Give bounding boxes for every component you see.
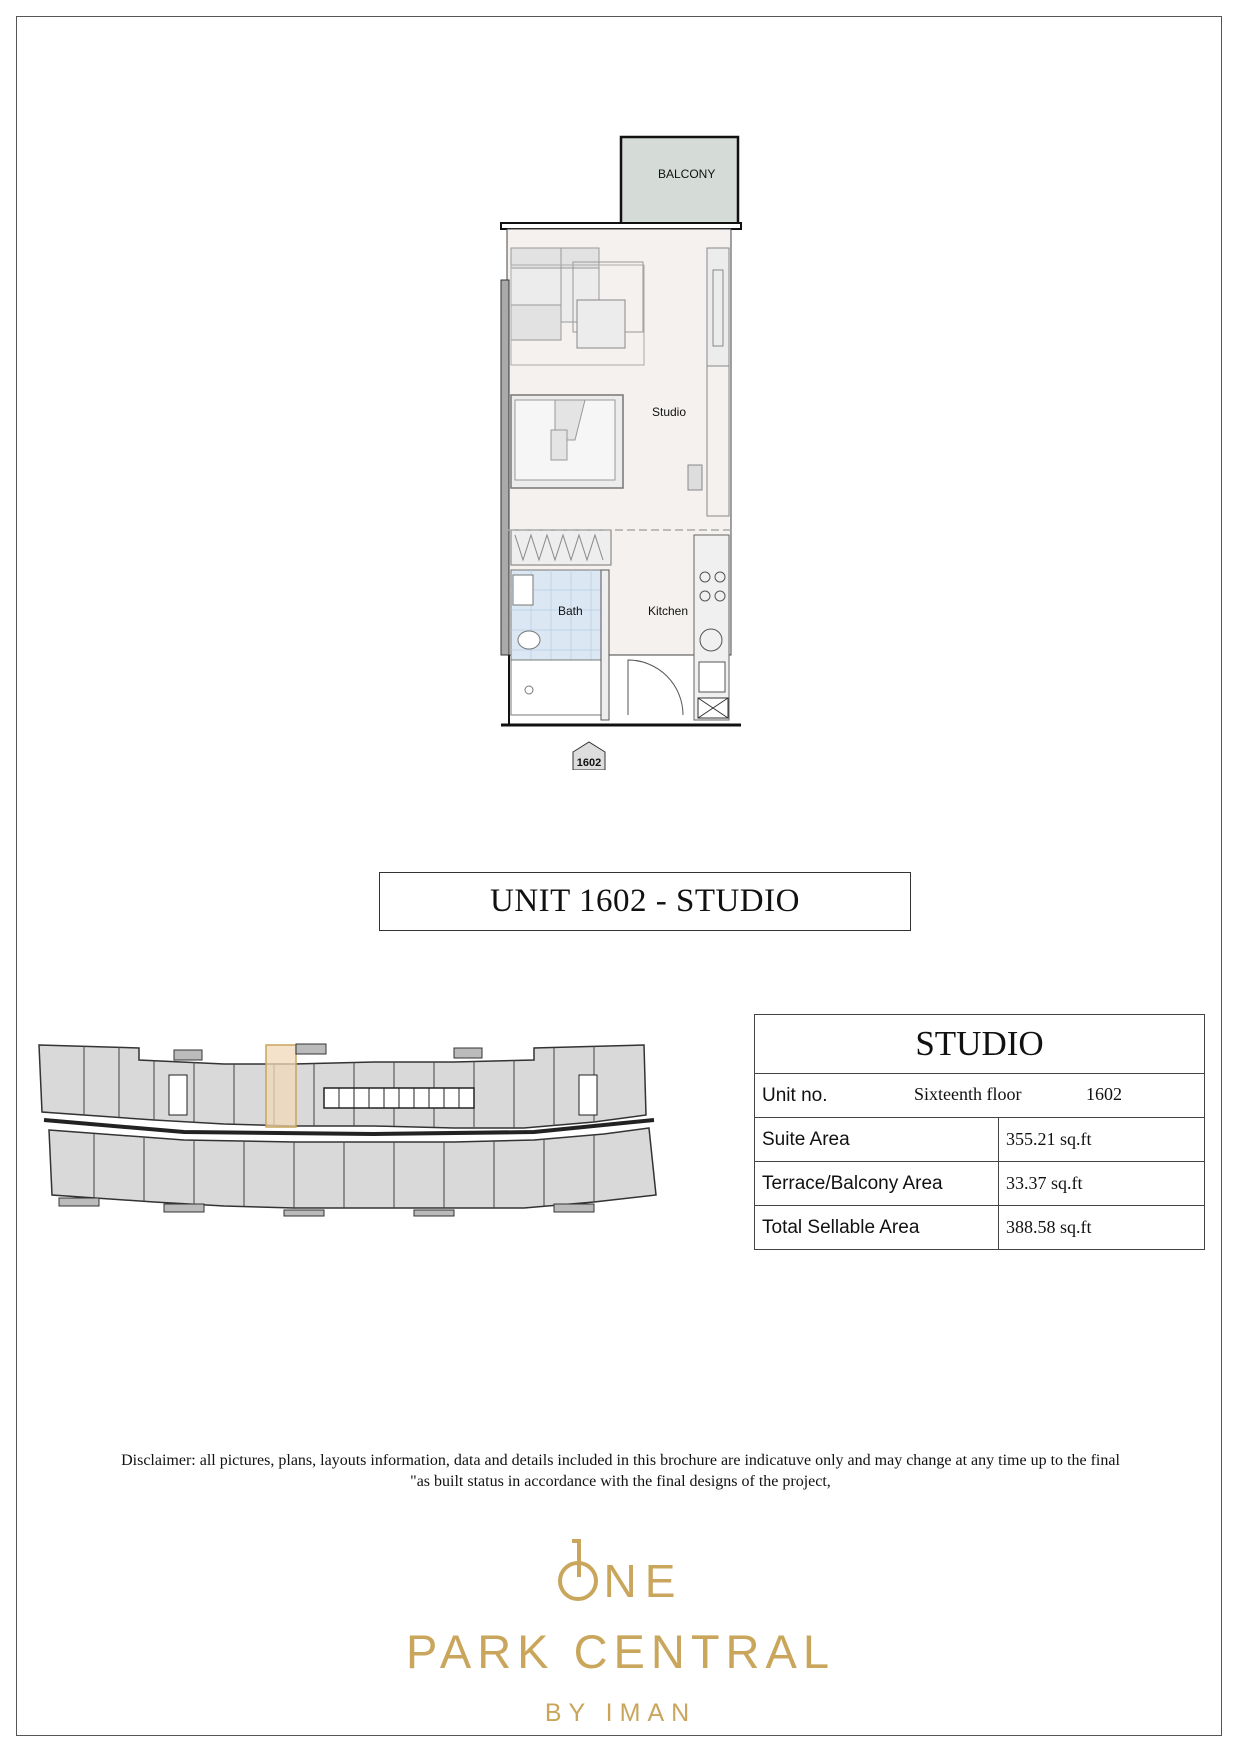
brand-line-1 [300,1556,941,1606]
suite-area-value: 355.21 sq.ft [999,1118,1205,1162]
brand-line-1-text: NE [603,1555,684,1607]
key-o-icon [558,1561,598,1601]
brand-line-3: BY IMAN [544,1699,697,1727]
unit-info-table [754,1014,1205,1250]
studio-label: Studio [652,405,687,419]
disclaimer [60,1450,1181,1492]
unit-number-row [755,1074,1205,1118]
brand-line-2: PARK CENTRAL [406,1625,835,1678]
balcony-area-label: Terrace/Balcony Area [755,1162,999,1206]
unit-floor-plan [495,130,755,770]
highlighted-unit-1602 [266,1045,296,1127]
unit-number-value: 1602 [1086,1084,1122,1104]
disclaimer-line-2: "as built status in accordance with the final designs of the project, [410,1473,831,1490]
kitchen-label: Kitchen [648,604,689,618]
unit-tag-label: 1602 [576,757,602,769]
bath-label: Bath [558,604,583,618]
unit-label: Unit no. [762,1084,828,1106]
key-floor-plan [34,1040,734,1218]
total-area-label: Total Sellable Area [755,1206,999,1250]
balcony-area-value: 33.37 sq.ft [999,1162,1205,1206]
floor-value: Sixteenth floor [914,1084,1022,1104]
balcony-label: BALCONY [658,167,716,181]
total-area-value: 388.58 sq.ft [999,1206,1205,1250]
disclaimer-line-1: Disclaimer: all pictures, plans, layouts information, data and details included in this brochure are indicatuve only and may change at any time up to the final [121,1452,1120,1469]
table-row [755,1162,1205,1206]
suite-area-label: Suite Area [755,1118,999,1162]
brand-logo [300,1520,941,1728]
table-row [755,1118,1205,1162]
balcony-area [621,137,738,225]
unit-heading: UNIT 1602 - STUDIO [379,872,911,931]
table-title: STUDIO [755,1015,1205,1074]
table-row [755,1206,1205,1250]
